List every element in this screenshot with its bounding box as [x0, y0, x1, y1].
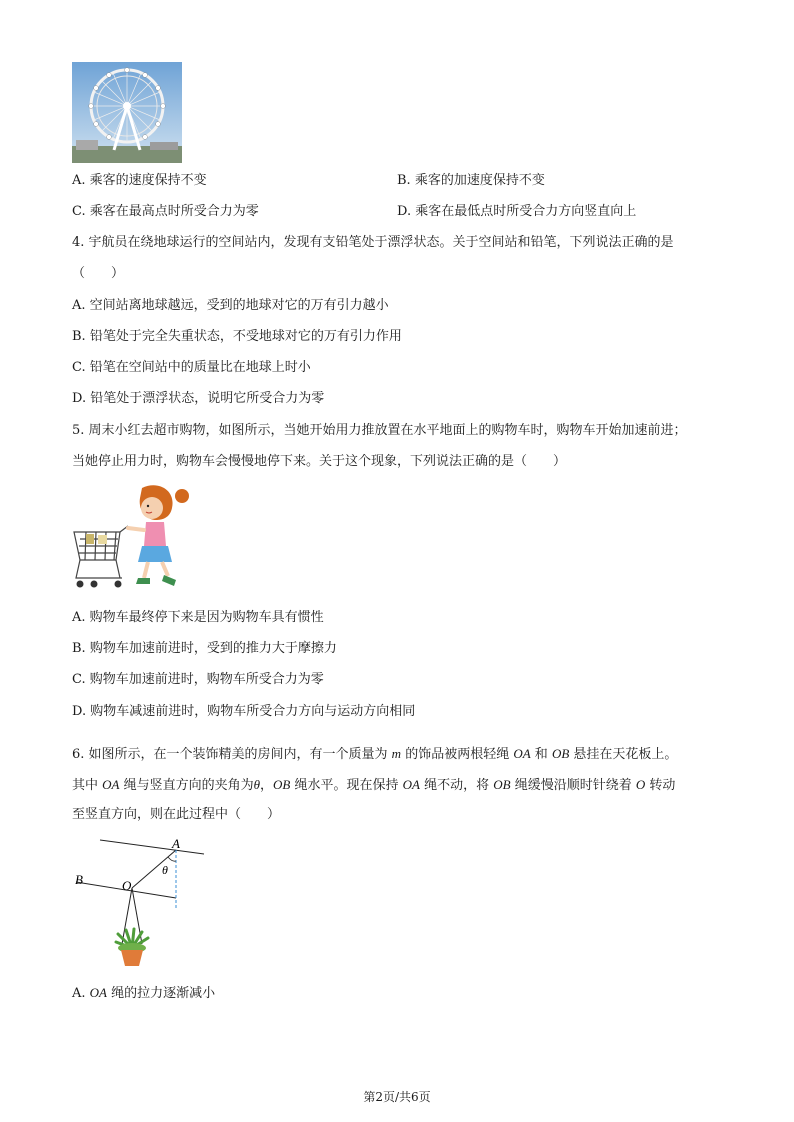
q4-option-c: C. 铅笔在空间站中的质量比在地球上时小 [72, 360, 311, 375]
q5-stem-line1: 5. 周末小红去超市购物，如图所示，当她开始用力推放置在水平地面上的购物车时，购物车开始加速前进； [72, 423, 687, 438]
q4-option-d: D. 铅笔处于漂浮状态，说明它所受合力为零 [72, 391, 325, 406]
q6-stem-line1: 6. 如图所示，在一个装饰精美的房间内，有一个质量为 m 的饰品被两根轻绳 OA 和 OB 悬挂在天花板上。 [72, 746, 678, 762]
q4-option-a: A. 空间站离地球越远，受到的地球对它的万有引力越小 [72, 298, 389, 313]
q5-option-a: A. 购物车最终停下来是因为购物车具有惯性 [72, 610, 324, 625]
q3-option-d: D. 乘客在最低点时所受合力方向竖直向上 [397, 204, 637, 219]
label-o: O [122, 878, 132, 893]
q5-stem-line2: 当她停止用力时，购物车会慢慢地停下来。关于这个现象，下列说法正确的是（ ） [72, 454, 567, 469]
q6-stem-line2: 其中 OA 绳与竖直方向的夹角为θ，OB 绳水平。现在保持 OA 绳不动，将 OB 绳缓慢沿顺时针绕着 O 转动 [72, 777, 676, 793]
q3-option-b: B. 乘客的加速度保持不变 [397, 173, 545, 188]
page-footer: 第2页/共6页 [363, 1090, 431, 1104]
q4-option-b: B. 铅笔处于完全失重状态，不受地球对它的万有引力作用 [72, 329, 402, 344]
girl-shopping-cart-illustration [72, 480, 192, 595]
q5-option-c: C. 购物车加速前进时，购物车所受合力为零 [72, 672, 324, 687]
label-theta: θ [162, 863, 168, 877]
label-b: B [75, 872, 83, 887]
q4-stem-line1: 4. 宇航员在绕地球运行的空间站内，发现有支铅笔处于漂浮状态。关于空间站和铅笔，下列说法正确的是 [72, 235, 674, 250]
q6-option-a: A. OA 绳的拉力逐渐减小 [72, 985, 216, 1001]
q3-option-c: C. 乘客在最高点时所受合力为零 [72, 204, 259, 219]
q5-option-d: D. 购物车减速前进时，购物车所受合力方向与运动方向相同 [72, 704, 416, 719]
rope-diagram [72, 836, 212, 971]
label-a: A [172, 836, 180, 851]
q4-stem-line2: （ ） [72, 266, 125, 281]
potted-plant-icon [116, 929, 148, 966]
q3-option-a: A. 乘客的速度保持不变 [72, 173, 207, 188]
q5-option-b: B. 购物车加速前进时，受到的推力大于摩擦力 [72, 641, 337, 656]
q6-stem-line3: 至竖直方向，则在此过程中（ ） [72, 807, 281, 822]
ferris-wheel-photo [72, 62, 182, 163]
